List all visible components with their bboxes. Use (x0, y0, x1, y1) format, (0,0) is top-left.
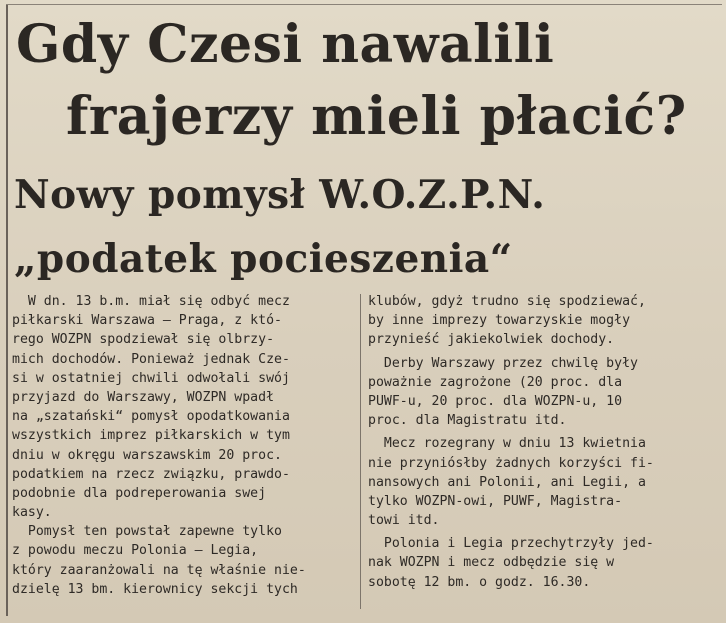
text-line: dzielę 13 bm. kierownicy sekcji tych (12, 581, 298, 597)
text-line: Pomysł ten powstał zapewne tylko (12, 524, 282, 540)
column-divider (360, 294, 361, 609)
text-line: klubów, gdyż trudno się spodziewać, (368, 294, 646, 309)
article-column-right (368, 292, 720, 592)
text-line: nak WOZPN i mecz odbędzie się w (368, 555, 615, 571)
text-line: z powodu meczu Polonia — Legia, (12, 543, 259, 559)
text-line: przyjazd do Warszawy, WOZPN wpadł (12, 389, 275, 405)
text-line: Polonia i Legia przechytrzyły jed- (368, 536, 654, 552)
text-line: W dn. 13 b.m. miał się odbyć mecz (12, 294, 290, 309)
text-line: podobnie dla podreperowania swej (12, 485, 267, 501)
headline-line-1: Gdy Czesi nawalili (16, 14, 555, 75)
text-line: wszystkich imprez piłkarskich w tym (12, 428, 290, 444)
article-column-left (12, 292, 354, 599)
text-line: tylko WOZPN-owi, PUWF, Magistra- (368, 493, 623, 509)
text-line: Derby Warszawy przez chwilę były (368, 355, 638, 371)
text-line: poważnie zagrożone (20 proc. dla (368, 374, 623, 390)
paragraph (12, 292, 354, 522)
text-line: rego WOZPN spodziewał się olbrzy- (12, 332, 275, 348)
paragraph (368, 434, 720, 530)
text-line: by inne imprezy towarzyskie mogły (368, 313, 631, 329)
text-line: mich dochodów. Ponieważ jednak Cze- (12, 351, 290, 367)
paragraph (368, 534, 720, 592)
subheadline-line-2: „podatek pocieszenia“ (14, 236, 513, 282)
headline-line-2: frajerzy mieli płacić? (66, 86, 687, 147)
subheadline-line-1: Nowy pomysł W.O.Z.P.N. (14, 172, 546, 218)
text-line: dniu w okręgu warszawskim 20 proc. (12, 447, 282, 463)
text-line: proc. dla Magistratu itd. (368, 413, 567, 429)
text-line: si w ostatniej chwili odwołali swój (12, 370, 290, 386)
text-line: który zaaranżowali na tę właśnie nie- (12, 562, 306, 578)
text-line: podatkiem na rzecz związku, prawdo- (12, 466, 290, 482)
text-line: nansowych ani Polonii, ani Legii, a (368, 474, 646, 490)
text-line: PUWF-u, 20 proc. dla WOZPN-u, 10 (368, 393, 623, 409)
paragraph (12, 522, 354, 599)
text-line: przynieść jakiekolwiek dochody. (368, 332, 615, 348)
text-line: na „szatański“ pomysł opodatkowania (12, 409, 290, 425)
clipping-border-left (6, 4, 8, 616)
text-line: sobotę 12 bm. o godz. 16.30. (368, 574, 591, 590)
text-line: nie przyniósłby żadnych korzyści fi- (368, 455, 654, 471)
clipping-border-top (6, 4, 722, 5)
text-line: towi itd. (368, 513, 440, 529)
paragraph (368, 292, 720, 350)
text-line: Mecz rozegrany w dniu 13 kwietnia (368, 436, 646, 452)
text-line: piłkarski Warszawa — Praga, z któ- (12, 313, 282, 329)
text-line: kasy. (12, 505, 52, 521)
paragraph (368, 354, 720, 431)
